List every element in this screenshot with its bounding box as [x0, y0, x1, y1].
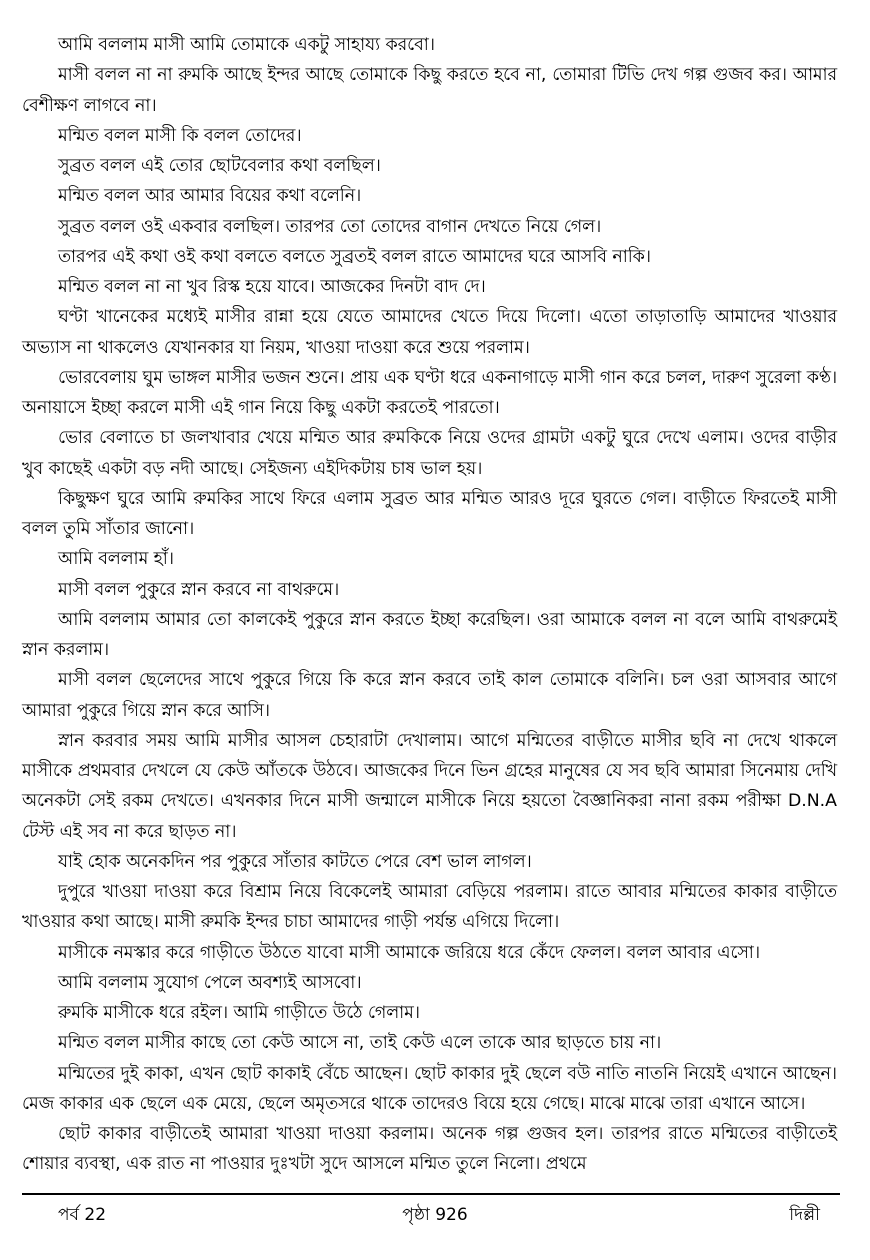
paragraph: মন্মিতের দুই কাকা, এখন ছোট কাকাই বেঁচে আছেন। ছোট কাকার দুই ছেলে বউ নাতি নাতনি নিয়েই এখানে আছেন। মেজ কাকার এক ছেলে এক মেয়ে, ছেলে অমৃতসরে থাকে তাদেরও বিয়ে হয়ে গেছে। মাঝে মাঝে তারা এখানে আসে।	[22, 1063, 837, 1114]
paragraph: আমি বললাম মাসী আমি তোমাকে একটু সাহায্য করবো।	[58, 35, 435, 55]
paragraph: মাসী বলল না না রুমকি আছে ইন্দর আছে তোমাকে কিছু করতে হবে না, তোমারা টিভি দেখ গল্প গুজব কর। আমার বেশীক্ষণ লাগবে না।	[22, 65, 837, 116]
paragraph: সুব্রত বলল ওই একবার বলছিল। তারপর তো তোদের বাগান দেখতে নিয়ে গেল।	[58, 216, 602, 237]
paragraph: যাই হোক অনেকদিন পর পুকুরে সাঁতার কাটতে পেরে বেশ ভাল লাগল।	[58, 851, 532, 872]
paragraph: ঘণ্টা খানেকের মধ্যেই মাসীর রান্না হয়ে যেতে আমাদের খেতে দিয়ে দিলো। এতো তাড়াতাড়ি আমাদের খাওয়ার অভ্যাস না থাকলেও যেখানকার যা নিয়ম, খাওয়া দাওয়া করে শুয়ে পরলাম।	[22, 307, 837, 358]
paragraph: মন্মিত বলল মাসী কি বলল তোদের।	[58, 125, 302, 146]
paragraph: আমি বললাম আমার তো কালকেই পুকুরে স্নান করতে ইচ্ছা করেছিল। ওরা আমাকে বলল না বলে আমি বাথরুমেই স্নান করলাম।	[22, 609, 837, 660]
paragraph: মন্মিত বলল না না খুব রিস্ক হয়ে যাবে। আজকের দিনটা বাদ দে।	[58, 277, 486, 297]
paragraph: মাসীকে নমস্কার করে গাড়ীতে উঠতে যাবো মাসী আমাকে জরিয়ে ধরে কেঁদে ফেলল। বলল আবার এসো।	[58, 942, 760, 963]
paragraph: মন্মিত বলল মাসীর কাছে তো কেউ আসে না, তাই কেউ এলে তাকে আর ছাড়তে চায় না।	[58, 1033, 662, 1054]
paragraph: দুপুরে খাওয়া দাওয়া করে বিশ্রাম নিয়ে বিকেলেই আমারা বেড়িয়ে পরলাম। রাতে আবার মন্মিতের কাকার বাড়ীতে খাওয়ার কথা আছে। মাসী রুমকি ইন্দর চাচা আমাদের গাড়ী পর্যন্ত এগিয়ে দিলো।	[22, 882, 837, 933]
paragraph: সুব্রত বলল এই তোর ছোটবেলার কথা বলছিল।	[58, 156, 381, 176]
body-text	[22, 30, 837, 1180]
paragraph: কিছুক্ষণ ঘুরে আমি রুমকির সাথে ফিরে এলাম সুব্রত আর মন্মিত আরও দূরে ঘুরতে গেল। বাড়ীতে ফিরতেই মাসী বলল তুমি সাঁতার জানো।	[22, 488, 837, 539]
footer-divider	[22, 1193, 840, 1195]
footer-episode: পর্ব 22	[58, 1205, 107, 1225]
footer-location: দিল্লী	[789, 1205, 820, 1225]
paragraph: আমি বললাম হাঁ।	[58, 549, 174, 570]
paragraph: আমি বললাম সুযোগ পেলে অবশ্যই আসবো।	[58, 972, 362, 993]
page-footer	[0, 1200, 870, 1230]
paragraph: মাসী বলল পুকুরে স্নান করবে না বাথরুমে।	[58, 579, 340, 600]
paragraph: রুমকি মাসীকে ধরে রইল। আমি গাড়ীতে উঠে গেলাম।	[58, 1003, 420, 1023]
paragraph: মন্মিত বলল আর আমার বিয়ের কথা বলেনি।	[58, 186, 362, 207]
footer-page-number: পৃষ্ঠা 926	[402, 1205, 468, 1225]
paragraph: ভোরবেলায় ঘুম ভাঙ্গল মাসীর ভজন শুনে। প্রায় এক ঘণ্টা ধরে একনাগাড়ে মাসী গান করে চলল, দারুণ সুরেলা কণ্ঠ। অনায়াসে ইচ্ছা করলে মাসী এই গান নিয়ে কিছু একটা করতেই পারতো।	[22, 367, 837, 418]
paragraph: ভোর বেলাতে চা জলখাবার খেয়ে মন্মিত আর রুমকিকে নিয়ে ওদের গ্রামটা একটু ঘুরে দেখে এলাম। ওদের বাড়ীর খুব কাছেই একটা বড় নদী আছে। সেইজন্য এইদিকটায় চাষ ভাল হয়।	[22, 428, 837, 479]
paragraph: মাসী বলল ছেলেদের সাথে পুকুরে গিয়ে কি করে স্নান করবে তাই কাল তোমাকে বলিনি। চল ওরা আসবার আগে আমারা পুকুরে গিয়ে স্নান করে আসি।	[22, 670, 837, 721]
paragraph: ছোট কাকার বাড়ীতেই আমারা খাওয়া দাওয়া করলাম। অনেক গল্প গুজব হল। তারপর রাতে মন্মিতের বাড়ীতেই শোয়ার ব্যবস্থা, এক রাত না পাওয়ার দুঃখটা সুদে আসলে মন্মিত তুলে নিলো। প্রথমে	[22, 1124, 837, 1175]
paragraph: তারপর এই কথা ওই কথা বলতে বলতে সুব্রতই বলল রাতে আমাদের ঘরে আসবি নাকি।	[58, 246, 651, 267]
paragraph: স্নান করবার সময় আমি মাসীর আসল চেহারাটা দেখালাম। আগে মন্মিতের বাড়ীতে মাসীর ছবি না দেখে থাকলে মাসীকে প্রথমবার দেখলে যে কেউ আঁতকে উঠবে। আজকের দিনে ভিন গ্রহের মানুষের যে সব ছবি আমারা সিনেমায় দেখি অনেকটা সেই রকম দেখতে। এখনকার দিনে মাসী জন্মালে মাসীকে নিয়ে হয়তো বৈজ্ঞানিকরা নানা রকম পরীক্ষা D.N.A টেস্ট এই সব না করে ছাড়ত না।	[22, 730, 837, 842]
